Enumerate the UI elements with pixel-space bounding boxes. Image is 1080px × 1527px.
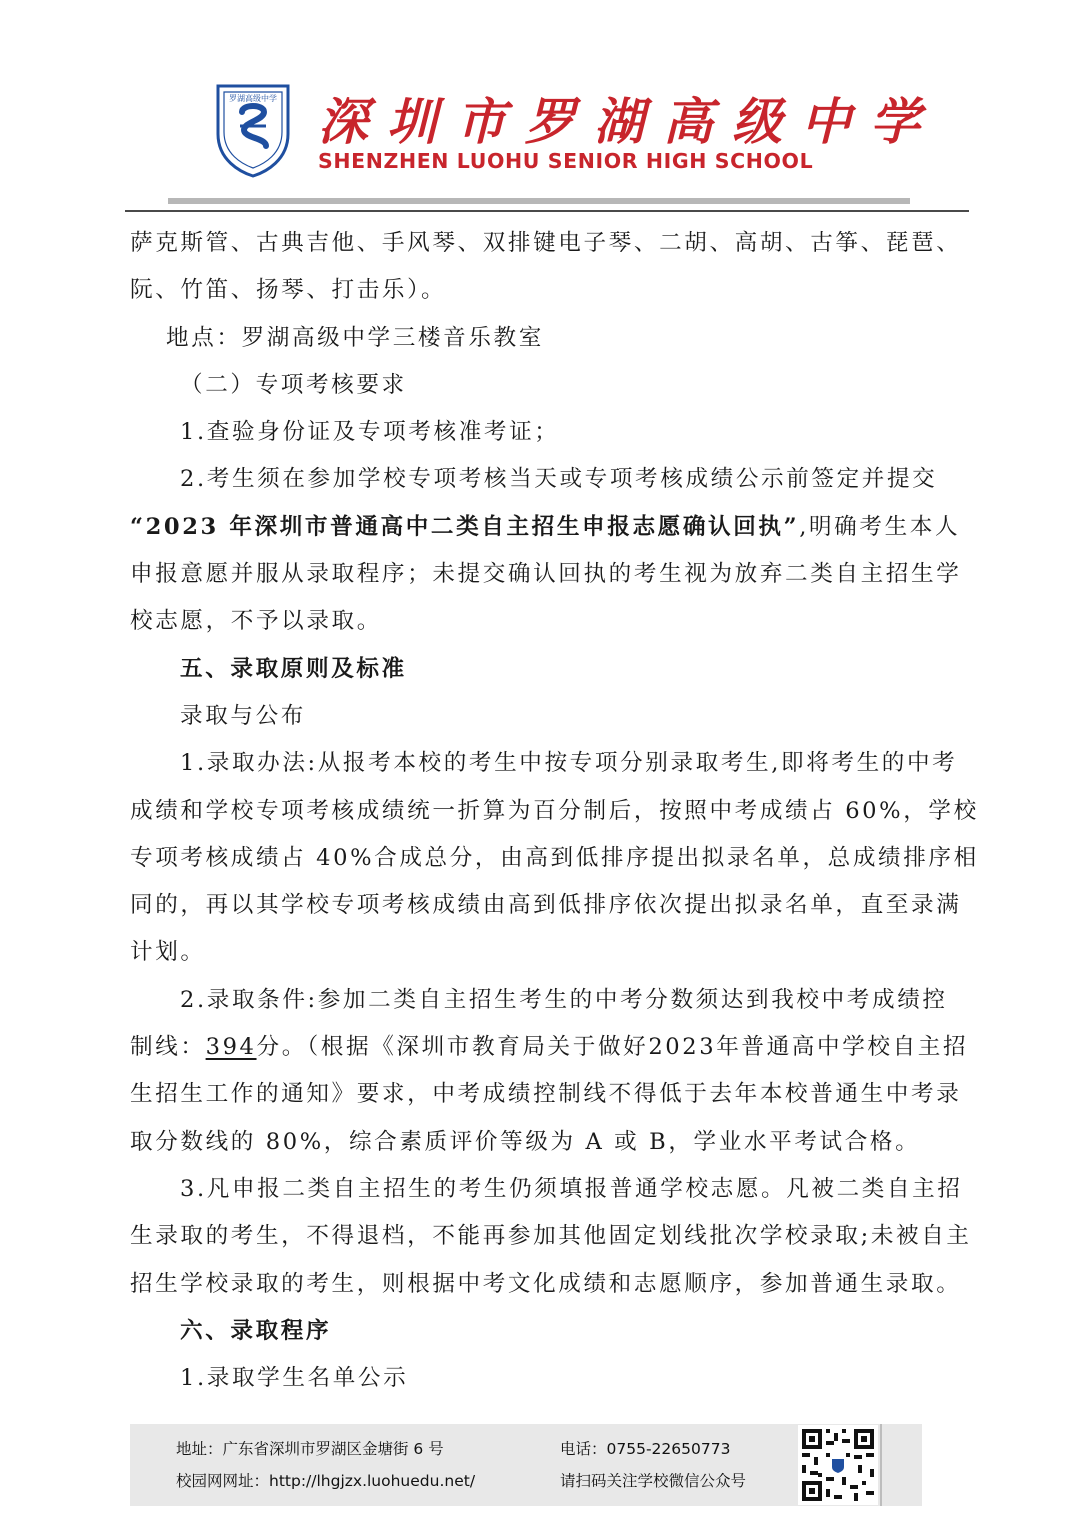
- logo-text: 罗湖高级中学: [229, 94, 277, 103]
- footer-divider: [880, 1424, 882, 1506]
- subsection-heading: 录取与公布: [180, 702, 306, 729]
- score-value: 394: [205, 1034, 257, 1061]
- paragraph-line: 申报意愿并服从录取程序；未提交确认回执的考生视为放弃二类自主招生学: [130, 561, 962, 588]
- footer-website[interactable]: 校园网网址：http://lhgjzx.luohuedu.net/: [176, 1472, 476, 1490]
- list-item: 1.录取办法:从报考本校的考生中按专项分别录取考生,即将考生的中考: [180, 750, 958, 777]
- list-item: 2.录取条件:参加二类自主招生考生的中考分数须达到我校中考成绩控: [180, 986, 948, 1013]
- paragraph-line: 萨克斯管、古典吉他、手风琴、双排键电子琴、二胡、高胡、古筝、琵琶、: [130, 230, 962, 256]
- list-item: 3.凡申报二类自主招生的考生仍须填报普通学校志愿。凡被二类自主招: [180, 1175, 963, 1202]
- paragraph-line: 生录取的考生，不得退档，不能再参加其他固定划线批次学校录取;未被自主: [130, 1223, 972, 1250]
- paragraph-line: 计划。: [130, 939, 206, 966]
- paragraph-line: 成绩和学校专项考核成绩统一折算为百分制后，按照中考成绩占 60%，学校: [130, 797, 979, 824]
- location-line: 地点：罗湖高级中学三楼音乐教室: [166, 324, 544, 351]
- school-logo: [214, 82, 292, 178]
- paragraph-line: 招生学校录取的考生，则根据中考文化成绩和志愿顺序，参加普通生录取。: [130, 1270, 962, 1297]
- paragraph-line: [130, 1024, 970, 1071]
- school-name-cn: 深圳市罗湖高级中学: [318, 92, 939, 151]
- school-name-en: SHENZHEN LUOHU SENIOR HIGH SCHOOL: [318, 149, 814, 173]
- wechat-qr-code-icon: [798, 1425, 878, 1505]
- paragraph-line: 取分数线的 80%，综合素质评价等级为 A 或 B，学业水平考试合格。: [130, 1128, 921, 1155]
- paragraph-line: 阮、竹笛、扬琴、打击乐）。: [130, 277, 447, 304]
- paragraph-line: 同的，再以其学校专项考核成绩由高到低排序依次提出拟录名单，直至录满: [130, 892, 962, 919]
- subsection-heading: （二）专项考核要求: [180, 371, 407, 398]
- footer-address: 地址：广东省深圳市罗湖区金塘街 6 号: [176, 1440, 444, 1458]
- score-tail: 分。（根据《深圳市教育局关于做好2023年普通高中学校自主招: [256, 1034, 969, 1061]
- list-item: 2.考生须在参加学校专项考核当天或专项考核成绩公示前签定并提交: [180, 466, 938, 493]
- header-divider-thick: [168, 198, 910, 204]
- paragraph-line: 生招生工作的通知》要求，中考成绩控制线不得低于去年本校普通生中考录: [130, 1081, 962, 1108]
- footer-qr-hint: 请扫码关注学校微信公众号: [560, 1472, 747, 1490]
- receipt-tail: ,明确考生本人: [799, 513, 961, 540]
- footer-phone: 电话：0755-22650773: [560, 1440, 731, 1458]
- document-body: [130, 220, 979, 1402]
- list-item: 1.录取学生名单公示: [180, 1365, 409, 1392]
- section-heading: 五、录取原则及标准: [180, 655, 407, 682]
- receipt-title: “2023 年深圳市普通高中二类自主招生申报志愿确认回执”: [130, 513, 800, 540]
- paragraph-line: 专项考核成绩占 40%合成总分，由高到低排序提出拟录名单，总成绩排序相: [130, 844, 979, 871]
- letterhead: [0, 0, 1080, 215]
- header-divider-thin: [125, 210, 969, 212]
- paragraph-line: [130, 504, 970, 551]
- score-prefix: 制线：: [130, 1034, 206, 1061]
- list-item: 1.查验身份证及专项考核准考证；: [180, 419, 560, 446]
- section-heading: 六、录取程序: [180, 1317, 332, 1344]
- paragraph-line: 校志愿，不予以录取。: [130, 608, 382, 635]
